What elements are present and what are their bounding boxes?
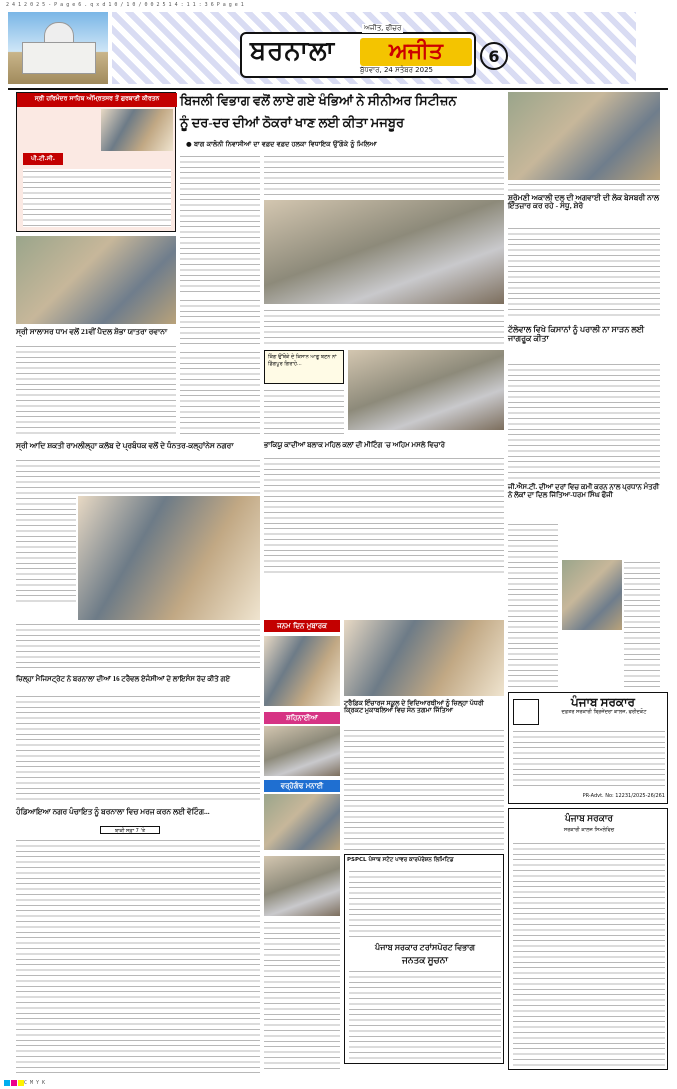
punjab-sarkar-title: ਪੰਜਾਬ ਸਰਕਾਰ [571,695,635,709]
college-ad-text [513,841,665,1067]
continued-note: ਬਾਕੀ ਸਫ਼ਾ 7 'ਤੇ [100,826,160,834]
dharam-singh-photo [562,560,622,630]
masthead-tag: ਅਜੀਤ, ਫੀਚਰ [364,24,402,32]
tallewal-text [508,362,660,480]
masthead-logo [240,24,476,78]
anniversary-banner: ਵਰ੍ਹੇਗੰਢ ਮਨਾਈ [264,780,340,792]
akali-dal-headline: ਸ਼੍ਰੋਮਣੀ ਅਕਾਲੀ ਦਲ ਦੀ ਅਗਵਾਈ ਦੀ ਲੋਕ ਬੇਸਬਰੀ ਨਾਲ ਇੰਤਜ਼ਾਰ ਕਰ ਰਹੇ - ਸੰਧੂ, ਸ਼ੇਰੋ [508,193,660,211]
main-article-col1b [180,298,260,344]
licence-headline: ਜ਼ਿਲ੍ਹਾ ਮੈਜਿਸਟ੍ਰੇਟ ਨੇ ਬਰਨਾਲਾ ਦੀਆਂ 16 ਟਰੈਵਲ ਏਜੰਸੀਆਂ ਦੇ ਲਾਇਸੰਸ ਰੱਦ ਕੀਤੇ ਗਏ [16,675,231,683]
main-subheadline-text: ਬਾਗ ਕਾਲੋਨੀ ਨਿਵਾਸੀਆਂ ਦਾ ਵਫ਼ਦ ਵਫ਼ਦ ਹਲਕਾ ਵਿਧਾਇਕ ਉੱਗੋਕੇ ਨੂੰ ਮਿਲਿਆ [193,140,377,148]
main-headline-line2: ਨੂੰ ਦਰ-ਦਰ ਦੀਆਂ ਠੋਕਰਾਂ ਖਾਣ ਲਈ ਕੀਤਾ ਮਜਬੂਰ [180,115,405,130]
ramlila-text2 [16,496,76,606]
bku-meeting-photo [348,350,504,430]
birthday-photo [264,636,340,706]
ramlila-text3 [16,622,260,672]
kisan-text [264,388,344,438]
cricket-photo [344,620,504,696]
main-article-col2 [264,154,504,198]
main-article-col3 [264,308,504,346]
handiaya-headline: ਹੰਡਿਆਇਆ ਨਗਰ ਪੰਚਾਇਤ ਨੂੰ ਬਰਨਾਲਾ ਵਿਚ ਮਰਜ ਕਰਨ ਲਈ ਵੋਟਿੰਗ... [16,807,210,816]
shobha-cont-text [180,350,260,436]
licence-text [16,694,260,804]
cricket-text [344,728,504,850]
page-number: 6 [480,42,508,70]
main-article-photo [264,200,504,304]
shobha-yatra-headline: ਸ੍ਰੀ ਸਾਲਾਸਰ ਧਾਮ ਵਲੋਂ 21ਵੀਂ ਪੈਦਲ ਸ਼ੋਭਾ ਯਾਤਰਾ ਰਵਾਨਾ [16,327,168,336]
main-headline-line1: ਬਿਜਲੀ ਵਿਭਾਗ ਵਲੋਂ ਲਾਏ ਗਏ ਖੰਭਿਆਂ ਨੇ ਸੀਨੀਅਰ ਸਿਟੀਜ਼ਨ [180,93,457,108]
anniversary-photo [264,794,340,850]
kisan-box-text: ਕਿੰਗ ਉੱਥੋਂਕੇ ਦੇ ਕਿਸਾਨ ਆਗੂ ਬਣਨ ਨਾਂ ਡਿੱਗਪੂਰ ਗਿਰਾਹੇ... [268,354,337,367]
akali-dal-caption [508,182,660,192]
pspcl-text [349,869,501,939]
public-notice-title: ਜਨਤਕ ਸੂਚਨਾ [402,955,448,965]
bku-meeting-headline: ਭਾਕਿਯੂ ਕਾਦੀਆਂ ਬਲਾਕ ਮਹਿਲ ਕਲਾਂ ਦੀ ਮੀਟਿੰਗ 'ਚ ਅਹਿਮ ਮਸਲੇ ਵਿਚਾਰੇ [264,441,445,449]
tallewal-headline: ਟੱਲੇਵਾਲ ਵਿਖੇ ਕਿਸਾਨਾਂ ਨੂੰ ਪਰਾਲੀ ਨਾ ਸਾੜਨ ਲਈ ਜਾਗਰੂਕ ਕੀਤਾ [508,325,645,343]
print-info-strip: 2 4 1 2 0 2 5 - P a g e 6 . q x d 1 0 / 1 0 / 0 0 2 5 1 4 : 1 1 : 3 6 P a g e 1 [6,2,244,8]
transport-title: ਪੰਜਾਬ ਸਰਕਾਰ ਟਰਾਂਸਪੋਰਟ ਵਿਭਾਗ [375,943,475,952]
gst-text-col1 [508,522,558,688]
main-article-col1 [180,154,260,294]
yellow-swatch [18,1080,24,1086]
transport-notice-ad [344,854,504,1064]
city-name: ਬਰਨਾਲਾ [250,36,336,65]
punjab-emblem-icon [513,699,539,725]
punjab-sarkar-text [513,729,665,789]
ramlila-photo [78,496,260,620]
gurbani-ad-text [23,169,171,227]
akali-dal-text [508,226,660,316]
cricket-headline: ਟਰੈਫ਼ਿਕ ਇੰਚਾਰਜ ਸਕੂਲ ਦੇ ਵਿਦਿਆਰਥੀਆਂ ਨੂੰ ਜ਼ਿਲ੍ਹਾ ਪੱਧਰੀ ਕ੍ਰਿਕਟ ਮੁਕਾਬਲਿਆਂ ਵਿਚ ਸੋਨ ਤਗਮਾ ਜਿੱਤਿਆ [344,700,484,715]
gurbani-ad-title: ਸ੍ਰੀ ਹਰਿਮੰਦਰ ਸਾਹਿਬ ਅੰਮ੍ਰਿਤਸਰ ਤੋਂ ਗੁਰਬਾਣੀ ਕੀਰਤਨ [17,93,177,107]
shadiyan-banner: ਸ਼ਹਿਨਾਈਆਂ [264,712,340,724]
main-subheadline: ● ਬਾਗ ਕਾਲੋਨੀ ਨਿਵਾਸੀਆਂ ਦਾ ਵਫ਼ਦ ਵਫ਼ਦ ਹਲਕਾ ਵਿਧਾਇਕ ਉੱਗੋਕੇ ਨੂੰ ਮਿਲਿਆ [186,140,377,148]
paper-name: ਅਜੀਤ [360,38,472,66]
gst-text-col2 [624,560,660,688]
function-photo [264,856,340,916]
punjab-sarkar-sub: ਦਫ਼ਤਰ ਸਰਕਾਰੀ ਬ੍ਰਿਜੇਂਦਰਾ ਕਾਲਜ, ਫਰੀਦਕੋਟ [561,709,647,715]
masthead [8,12,668,90]
pr-advt-number: PR-Advt. No: 12231/2025-26/261 [582,793,665,799]
gst-headline: ਜੀ.ਐਸ.ਟੀ. ਦੀਆਂ ਦਰਾਂ ਵਿਚ ਕਮੀ ਕਰਨ ਨਾਲ ਪ੍ਰਧਾਨ ਮੰਤਰੀ ਨੇ ਲੋਕਾਂ ਦਾ ਦਿਲ ਜਿੱਤਿਆ-ਧਰਮ ਸਿੰਘ ਫੌਜੀ [508,483,660,499]
ramlila-text [16,458,260,494]
birthday-banner: ਜਨਮ ਦਿਨ ਮੁਬਾਰਕ [264,620,340,632]
shobha-yatra-photo [16,236,176,324]
golden-temple-image [101,109,173,151]
ptc-badge: ਪੀ.ਟੀ.ਸੀ. [23,153,63,165]
ramlila-headline: ਸ੍ਰੀ ਆਦਿ ਸ਼ਕਤੀ ਰਾਮਲੀਲ੍ਹਾ ਕਲੱਬ ਦੇ ਪ੍ਰਬੰਧਕ ਵਲੋਂ ਦੇ ਧੰਨਤਰ-ਕਲ੍ਹਾਂਨੇਸ ਨਗਰਾ [16,441,234,450]
akali-dal-photo [508,92,660,180]
function-text [264,920,340,1070]
masthead-rule [8,88,668,90]
pspcl-header: PSPCL ਪੰਜਾਬ ਸਟੇਟ ਪਾਵਰ ਕਾਰਪੋਰੇਸ਼ਨ ਲਿਮਿਟਿਡ [347,857,454,863]
cyan-swatch [4,1080,10,1086]
cmyk-label: C M Y K [24,1080,46,1086]
college-ad-title: ਪੰਜਾਬ ਸਰਕਾਰ [565,813,613,823]
wedding-photo [264,726,340,776]
gurbani-ad [16,92,176,232]
handiaya-text [16,838,260,1074]
gurdwara-image [8,12,108,84]
issue-date: ਬੁੱਧਵਾਰ, 24 ਸਤੰਬਰ 2025 [360,66,433,74]
magenta-swatch [11,1080,17,1086]
shobha-yatra-text [16,344,176,436]
bku-meeting-text [264,456,504,576]
college-ad [508,808,668,1070]
kisan-box [264,350,344,384]
punjab-sarkar-ad [508,692,668,804]
college-ad-sub: ਸਰਕਾਰੀ ਕਾਲਜ ਸਿਮਲੇਵਿਚ [563,827,615,833]
transport-notice-text [349,969,501,1059]
print-color-strip [0,1078,677,1089]
